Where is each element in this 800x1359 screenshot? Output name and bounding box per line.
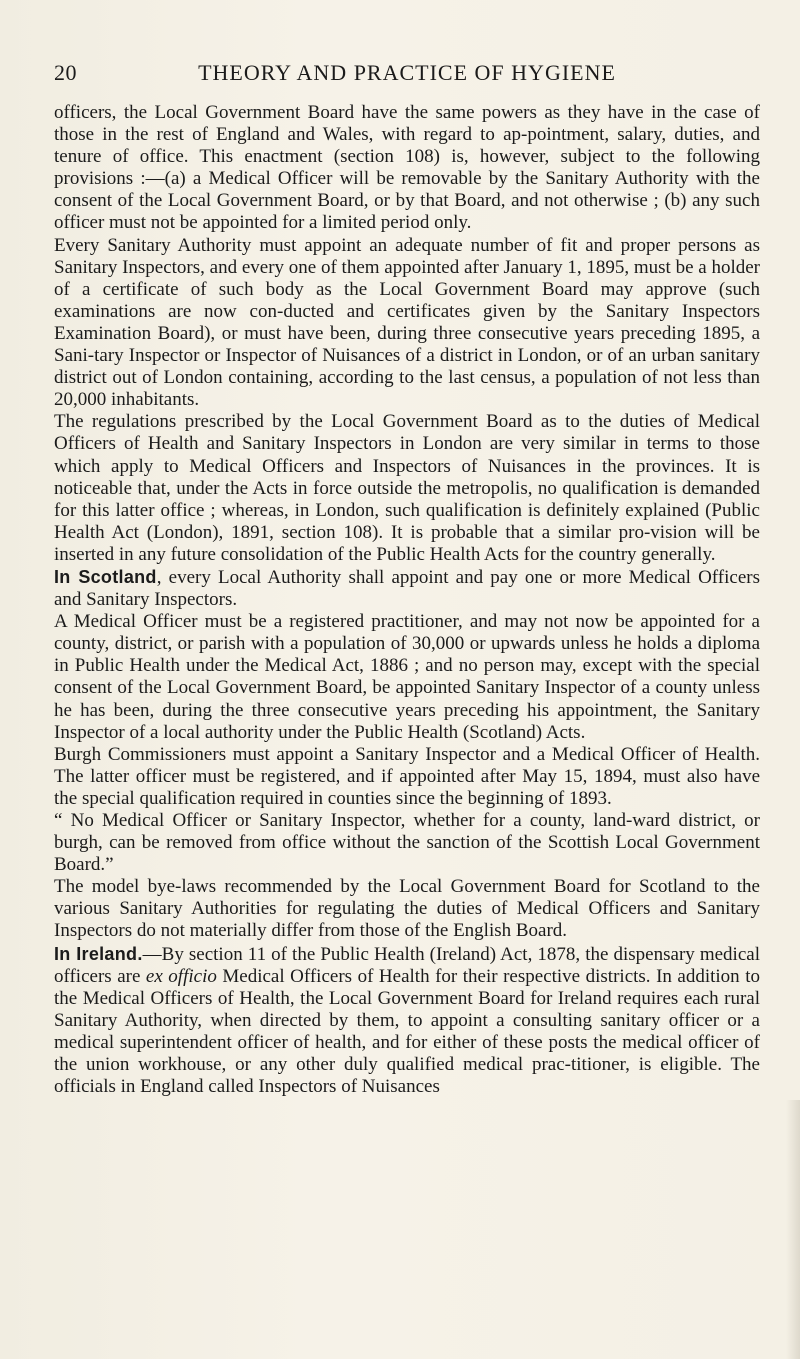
section-label-ireland: In Ireland. — [54, 943, 143, 964]
page-header — [54, 60, 760, 94]
paragraph: officers, the Local Government Board have the same powers as they have in the case of those in the rest of England and Wales, with regard to ap-pointment, salary, duties, and tenure of office. This enactment (section 108) is, however, subject to the following provisions :—(a) a Medical Officer will be removable by the Sanitary Authority with the consent of the Local Government Board, or by that Board, and not otherwise ; (b) any such officer must not be appointed for a limited period only. — [54, 102, 760, 234]
paragraph-text: , every Local Authority shall appoint and pay one or more Medical Officers and Sanitary Inspectors. — [54, 566, 760, 611]
running-title: THEORY AND PRACTICE OF HYGIENE — [198, 60, 616, 85]
italic-term: ex officio — [145, 965, 217, 987]
paragraph-quotation: “ No Medical Officer or Sanitary Inspector, whether for a county, land-ward district, or burgh, can be removed from office without the sanction of the Scottish Local Government Board.” — [54, 810, 760, 876]
section-label-scotland: In Scotland — [54, 566, 157, 587]
page-number: 20 — [54, 60, 77, 85]
paragraph: Burgh Commissioners must appoint a Sanitary Inspector and a Medical Officer of Health. The latter officer must be registered, and if appointed after May 15, 1894, must also have the special qualification required in counties since the beginning of 1893. — [54, 743, 760, 809]
paragraph-text: —By section 11 of the Public Health (Ireland) Act, 1878, the dispensary medical officers are — [54, 943, 760, 987]
paragraph-scotland — [54, 566, 760, 611]
paragraph-ireland — [54, 943, 760, 1099]
body-text — [54, 102, 760, 1098]
paragraph: Every Sanitary Authority must appoint an adequate number of fit and proper persons as Sanitary Inspectors, and every one of them appointed after January 1, 1895, must be a holder of a certificate of such body as the Local Government Board may approve (such examinations are now con-ducted and certificates given by the Sanitary Inspectors Examination Board), or must have been, during three consecutive years preceding 1895, a Sani-tary Inspector or Inspector of Nuisances of a district in London, or of an urban sanitary district out of London containing, according to the last census, a population of not less than 20,000 inhabitants. — [54, 234, 760, 411]
paragraph: The regulations prescribed by the Local Government Board as to the duties of Medical Officers of Health and Sanitary Inspectors in London are very similar in terms to those which apply to Medical Officers and Inspectors of Nuisances in the provinces. It is noticeable that, under the Acts in force outside the metropolis, no qualification is demanded for this latter office ; whereas, in London, such qualification is definitely explained (Public Health Act (London), 1891, section 108). It is probable that a similar pro-vision will be inserted in any future consolidation of the Public Health Acts for the country generally. — [54, 411, 760, 565]
page-edge-shadow — [786, 1100, 800, 1359]
paragraph: The model bye-laws recommended by the Local Government Board for Scotland to the various Sanitary Authorities for regulating the duties of Medical Officers and Sanitary Inspectors do not materially differ from those of the English Board. — [54, 876, 760, 942]
paragraph-text: Medical Officers of Health for their respective districts. In addition to the Medical Officers of Health, the Local Government Board for Ireland requires each rural Sanitary Authority, when directed by them, to appoint a consulting sanitary officer or a medical superintendent officer of health, and for either of these posts the medical officer of the union workhouse, or any other duly qualified medical prac-titioner, is eligible. The officials in England called Inspectors of Nuisances — [54, 965, 760, 1098]
paragraph: A Medical Officer must be a registered practitioner, and may not now be appointed for a county, district, or parish with a population of 30,000 or upwards unless he holds a diploma in Public Health under the Medical Act, 1886 ; and no person may, except with the special consent of the Local Government Board, be appointed Sanitary Inspector of a county unless he has been, during the three consecutive years preceding his appointment, the Sanitary Inspector of a local authority under the Public Health (Scotland) Acts. — [54, 611, 760, 743]
